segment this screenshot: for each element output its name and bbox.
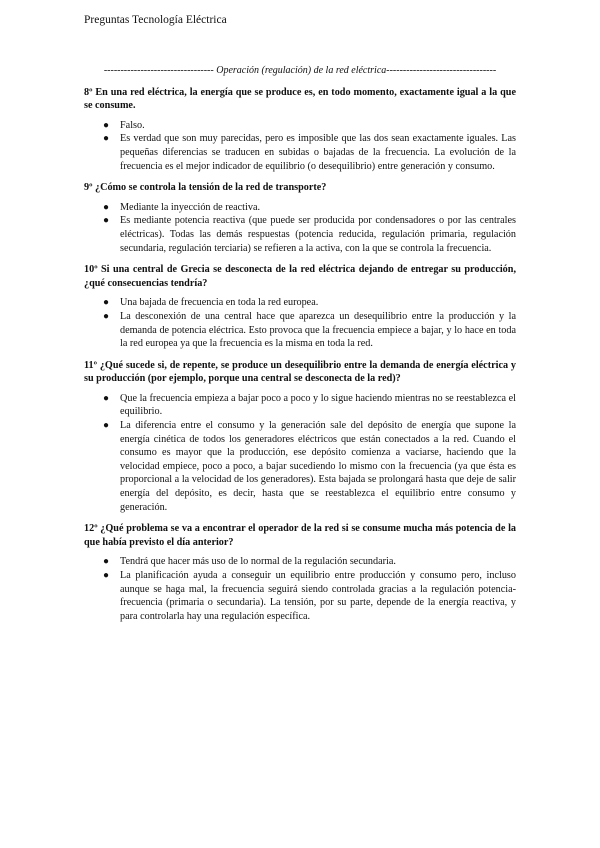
answer-list xyxy=(84,119,516,173)
question-9: 9º ¿Cómo se controla la tensión de la red de transporte? xyxy=(84,182,327,194)
bullet-icon: ● xyxy=(103,119,110,131)
list-item: ● Es verdad que son muy parecidas, pero es imposible que las dos sean exactamente iguales. Las pequeñas diferencias se traducen en subidas o bajadas de la frecuencia. La evolución de la frecuencia es el mejor indicador de equilibrio (o desequilibrio) entre generación y consumo. xyxy=(103,133,516,172)
question-block-11 xyxy=(84,359,516,515)
question-block-10 xyxy=(84,263,516,351)
bullet-icon: ● xyxy=(103,556,110,568)
bullet-icon: ● xyxy=(103,392,110,404)
list-item: ● La planificación ayuda a conseguir un equilibrio entre producción y consumo pero, incluso aunque se haga mal, la frecuencia seguirá siendo controlada gracias a la regulación potencia-frecuencia (primaria o secundaria). La tensión, por su parte, depende de la energía reactiva, y para controlarla hay una regulación específica. xyxy=(103,570,516,622)
answer-list xyxy=(84,392,516,514)
document-body xyxy=(84,64,516,631)
bullet-icon: ● xyxy=(103,420,110,432)
answer-list xyxy=(84,201,516,255)
question-11: 11º ¿Qué sucede si, de repente, se produce un desequilibrio entre la demanda de energía eléctrica y su producción (por ejemplo, porque una central se desconecta de la red)? xyxy=(84,359,516,385)
bullet-icon: ● xyxy=(103,201,110,213)
answer-list xyxy=(84,296,516,350)
bullet-icon: ● xyxy=(103,133,110,145)
question-block-12 xyxy=(84,522,516,623)
question-block-9 xyxy=(84,181,516,255)
list-item: ● Que la frecuencia empieza a bajar poco a poco y lo sigue haciendo mientras no se reestablezca el equilibrio. xyxy=(103,392,516,418)
list-item: ● La diferencia entre el consumo y la generación sale del depósito de energía que supone la energía cinética de todos los generadores eléctricos que están conectados a la red. Cuando el consumo es mayor que la producción, ese depósito comienza a vaciarse, haciendo que la velocidad empiece, poco a poco, a bajar sucediendo lo mismo con la frecuencia (ya que ésta es proporcional a la velocidad de los generadores). Esta bajada se prolongará hasta que deje de salir energía del depósito, es decir, hasta que se reestablezca el equilibrio entre consumo y generación. xyxy=(103,420,516,513)
bullet-icon: ● xyxy=(103,570,110,581)
list-item: ● Es mediante potencia reactiva (que puede ser producida por condensadores o por las centrales eléctricas). Todas las demás respuestas (potencia reducida, regulación primaria, regulación secundaria, regulación terciaria) se refieren a la activa, con la que se controla la frecuencia. xyxy=(103,215,516,254)
bullet-icon: ● xyxy=(103,310,110,322)
question-block-8 xyxy=(84,86,516,174)
list-item: ● Mediante la inyección de reactiva. xyxy=(103,201,261,213)
question-10: 10º Si una central de Grecia se desconecta de la red eléctrica dejando de entregar su producción, ¿qué consecuencias tendría? xyxy=(84,264,516,289)
list-item: ● Falso. xyxy=(103,119,145,131)
page-header: Preguntas Tecnología Eléctrica xyxy=(84,14,227,26)
bullet-icon: ● xyxy=(103,297,110,309)
section-title: --------------------------------- Operación (regulación) de la red eléctrica--------------------------------- xyxy=(103,65,497,76)
answer-list xyxy=(84,555,516,623)
bullet-icon: ● xyxy=(103,215,110,227)
question-12: 12º ¿Qué problema se va a encontrar el operador de la red si se consume mucha más potencia de la que había previsto el día anterior? xyxy=(84,523,516,548)
list-item: ● Una bajada de frecuencia en toda la red europea. xyxy=(103,297,319,309)
question-8: 8º En una red eléctrica, la energía que se produce es, en todo momento, exactamente igual a la que se consume. xyxy=(84,86,516,112)
list-item: ● La desconexión de una central hace que aparezca un desequilibrio entre la producción y la demanda de potencia eléctrica. Esto provoca que la frecuencia empiece a bajar, y lo hace en toda la red europea ya que la frecuencia es la misma en toda la red. xyxy=(103,310,516,350)
list-item: ● Tendrá que hacer más uso de lo normal de la regulación secundaria. xyxy=(103,556,396,568)
